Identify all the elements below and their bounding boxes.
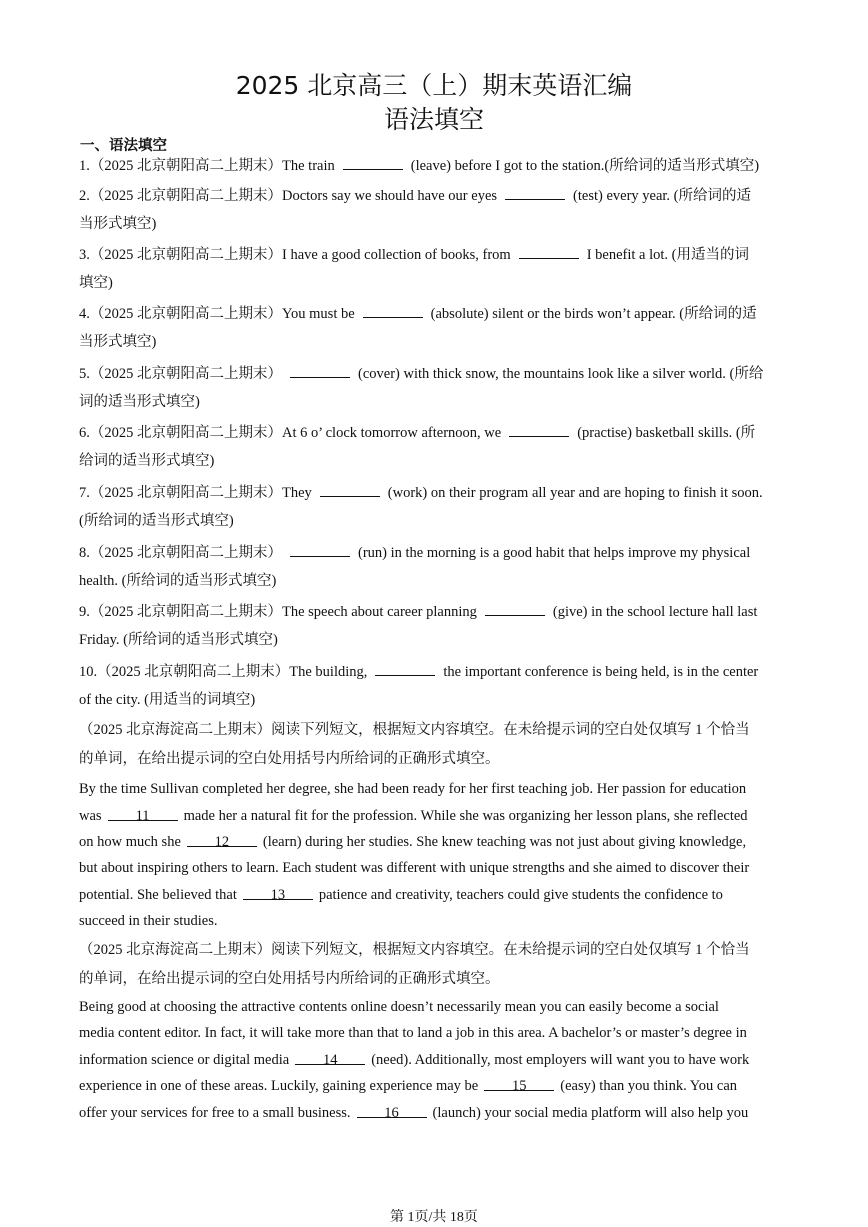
answer-blank[interactable]	[363, 303, 423, 318]
page-footer: 第 1页/共 18页	[390, 1210, 478, 1225]
answer-blank[interactable]	[509, 422, 569, 437]
passage-1-line: but about inspiring others to learn. Each student was different with unique strengths and she aimed to discover their	[79, 860, 750, 876]
answer-blank[interactable]	[320, 482, 380, 497]
answer-blank-13[interactable]: 13	[243, 885, 313, 900]
passage-1-line: By the time Sullivan completed her degree, she had been ready for her first teaching job. Her passion for education	[79, 781, 747, 797]
question-4: 4.（2025 北京朝阳高二上期末）You must be (absolute) silent or the birds won’t appear. (所给词的适	[79, 303, 791, 324]
question-6-cont: 给词的适当形式填空)	[79, 453, 215, 469]
answer-blank-15[interactable]: 15	[484, 1076, 554, 1091]
document-title: 2025 北京高三（上）期末英语汇编	[235, 71, 633, 100]
passage-2-intro-cont: 的单词，在给出提示词的空白处用括号内所给词的正确形式填空。	[79, 971, 500, 987]
question-10: 10.（2025 北京朝阳高二上期末）The building, the important conference is being held, is in the center	[79, 661, 791, 682]
passage-1-intro: （2025 北京海淀高二上期末）阅读下列短文，根据短文内容填空。在未给提示词的空白处仅填写 1 个恰当	[79, 722, 750, 738]
passage-1-line: was 11 made her a natural fit for the profession. While she was organizing her lesson plans, she reflected	[79, 808, 748, 824]
question-7: 7.（2025 北京朝阳高二上期末）They (work) on their program all year and are hoping to finish it soon.	[79, 482, 791, 503]
question-6: 6.（2025 北京朝阳高二上期末）At 6 o’ clock tomorrow afternoon, we (practise) basketball skills. (所	[79, 422, 791, 443]
question-7-cont: (所给词的适当形式填空)	[79, 513, 234, 529]
passage-1-intro-cont: 的单词，在给出提示词的空白处用括号内所给词的正确形式填空。	[79, 751, 500, 767]
passage-2-intro: （2025 北京海淀高二上期末）阅读下列短文，根据短文内容填空。在未给提示词的空白处仅填写 1 个恰当	[79, 942, 750, 958]
question-10-cont: of the city. (用适当的词填空)	[79, 692, 256, 708]
question-4-cont: 当形式填空)	[79, 334, 157, 350]
answer-blank[interactable]	[519, 244, 579, 259]
passage-2-line: offer your services for free to a small business. 16 (launch) your social media platform will also help you	[79, 1105, 749, 1121]
question-9-cont: Friday. (所给词的适当形式填空)	[79, 632, 278, 648]
question-5-cont: 词的适当形式填空)	[79, 394, 200, 410]
answer-blank[interactable]	[290, 542, 350, 557]
passage-1-line: on how much she 12 (learn) during her studies. She knew teaching was not just about giving knowledge,	[79, 834, 747, 850]
passage-1-line: succeed in their studies.	[79, 913, 218, 929]
answer-blank-14[interactable]: 14	[295, 1050, 365, 1065]
question-8-cont: health. (所给词的适当形式填空)	[79, 573, 277, 589]
question-5: 5.（2025 北京朝阳高二上期末） (cover) with thick snow, the mountains look like a silver world. (所给	[79, 363, 791, 384]
answer-blank-12[interactable]: 12	[187, 832, 257, 847]
passage-2-line: information science or digital media 14 (need). Additionally, most employers will want you to have work	[79, 1052, 750, 1068]
passage-2-line: experience in one of these areas. Luckily, gaining experience may be 15 (easy) than you think. You can	[79, 1078, 738, 1094]
question-2: 2.（2025 北京朝阳高二上期末）Doctors say we should have our eyes (test) every year. (所给词的适	[79, 185, 791, 206]
answer-blank[interactable]	[343, 155, 403, 170]
question-3: 3.（2025 北京朝阳高二上期末）I have a good collection of books, from I benefit a lot. (用适当的词	[79, 244, 791, 265]
answer-blank[interactable]	[375, 661, 435, 676]
section-heading: 一、语法填空	[80, 138, 167, 154]
answer-blank[interactable]	[505, 185, 565, 200]
passage-2-line: Being good at choosing the attractive contents online doesn’t necessarily mean you can easily become a social	[79, 999, 719, 1015]
document-subtitle: 语法填空	[383, 105, 484, 134]
answer-blank[interactable]	[290, 363, 350, 378]
question-3-cont: 填空)	[79, 275, 113, 291]
answer-blank-16[interactable]: 16	[357, 1103, 427, 1118]
answer-blank-11[interactable]: 11	[108, 806, 178, 821]
answer-blank[interactable]	[485, 601, 545, 616]
question-1: 1.（2025 北京朝阳高二上期末）The train (leave) before I got to the station.(所给词的适当形式填空)	[79, 155, 791, 176]
passage-2-line: media content editor. In fact, it will take more than that to land a job in this area. A bachelor’s or master’s degree in	[79, 1025, 747, 1041]
question-9: 9.（2025 北京朝阳高二上期末）The speech about career planning (give) in the school lecture hall last	[79, 601, 791, 622]
question-8: 8.（2025 北京朝阳高二上期末） (run) in the morning is a good habit that helps improve my physical	[79, 542, 791, 563]
question-2-cont: 当形式填空)	[79, 216, 157, 232]
passage-1-line: potential. She believed that 13 patience and creativity, teachers could give students the confidence to	[79, 887, 723, 903]
